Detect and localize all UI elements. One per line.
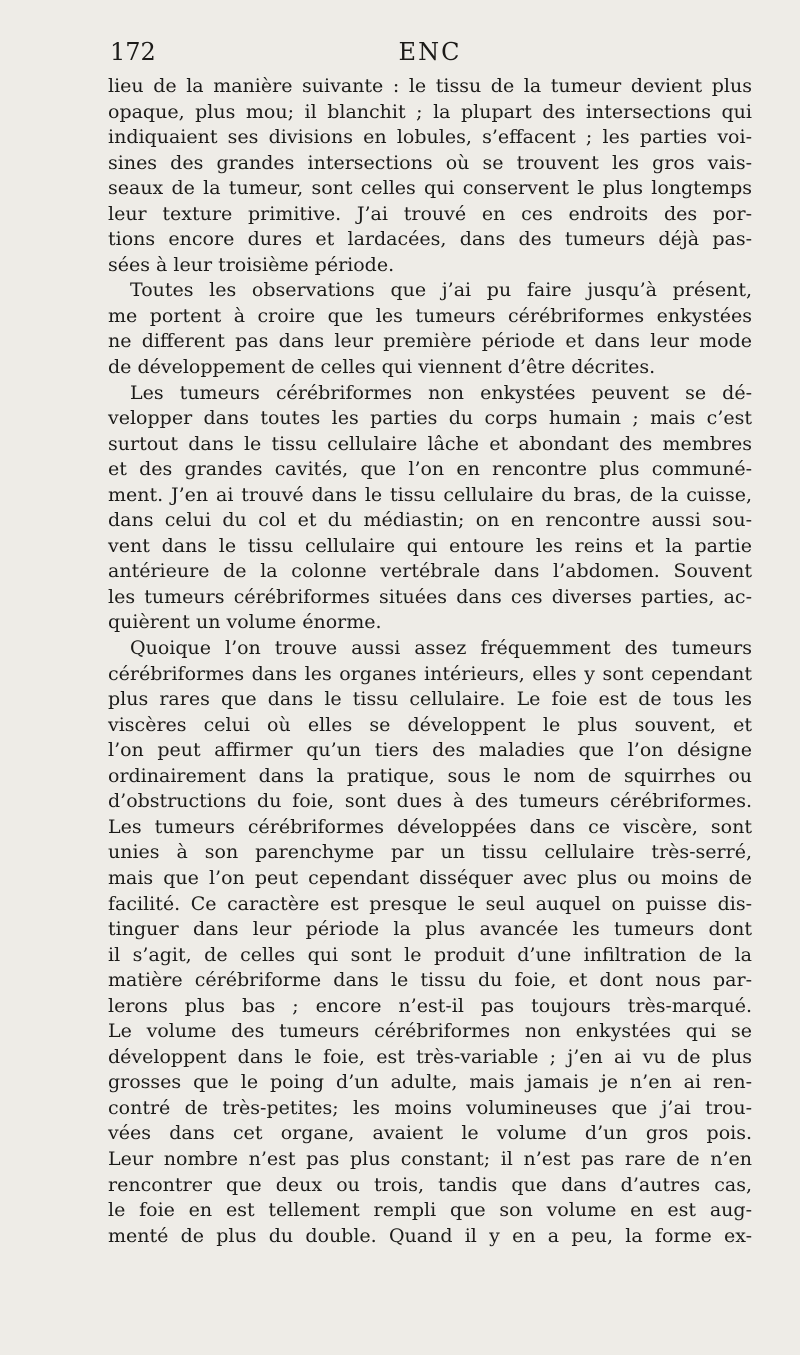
text-line: ment. J’en ai trouvé dans le tissu cellulaire du bras, de la cuisse,: [108, 483, 752, 506]
text-line: d’obstructions du foie, sont dues à des tumeurs cérébriformes.: [108, 790, 752, 813]
text-line: grosses que le poing d’un adulte, mais jamais je n’en ai ren-: [108, 1071, 752, 1094]
text-line: tinguer dans leur période la plus avancée les tumeurs dont: [108, 918, 752, 941]
text-line: ne different pas dans leur première période et dans leur mode: [108, 330, 752, 353]
text-line: ordinairement dans la pratique, sous le nom de squirrhes ou: [108, 764, 752, 787]
text-line: unies à son parenchyme par un tissu cellulaire très-serré,: [108, 841, 752, 864]
text-line: seaux de la tumeur, sont celles qui conservent le plus longtemps: [108, 177, 752, 200]
text-line: Leur nombre n’est pas plus constant; il n’est pas rare de n’en: [108, 1147, 752, 1170]
text-line: opaque, plus mou; il blanchit ; la plupart des intersections qui: [108, 100, 752, 123]
text-line: facilité. Ce caractère est presque le seul auquel on puisse dis-: [108, 892, 752, 915]
text-line: Toutes les observations que j’ai pu faire jusqu’à présent,: [130, 279, 752, 302]
text-line: dans celui du col et du médiastin; on en rencontre aussi sou-: [108, 509, 752, 532]
text-line: les tumeurs cérébriformes situées dans ces diverses parties, ac-: [108, 585, 752, 608]
text-line: l’on peut affirmer qu’un tiers des maladies que l’on désigne: [108, 739, 752, 762]
text-line: Le volume des tumeurs cérébriformes non enkystées qui se: [108, 1020, 752, 1043]
text-line: leur texture primitive. J’ai trouvé en ces endroits des por-: [108, 202, 752, 225]
text-line: contré de très-petites; les moins volumineuses que j’ai trou-: [108, 1096, 752, 1119]
text-line: menté de plus du double. Quand il y en a peu, la forme ex-: [108, 1224, 752, 1247]
text-line: mais que l’on peut cependant disséquer avec plus ou moins de: [108, 866, 752, 889]
text-line: velopper dans toutes les parties du corps humain ; mais c’est: [108, 407, 752, 430]
text-line: viscères celui où elles se développent le plus souvent, et: [108, 713, 752, 736]
text-line: Les tumeurs cérébriformes non enkystées peuvent se dé-: [130, 381, 752, 404]
text-line: sées à leur troisième période.: [108, 253, 395, 276]
text-line: lieu de la manière suivante : le tissu de la tumeur devient plus: [108, 75, 752, 97]
text-line: vent dans le tissu cellulaire qui entoure les reins et la partie: [108, 534, 752, 557]
body-text: [108, 74, 752, 1249]
text-line: le foie en est tellement rempli que son volume en est aug-: [108, 1199, 752, 1222]
text-line: me portent à croire que les tumeurs cérébriformes enkystées: [108, 304, 752, 327]
text-line: et des grandes cavités, que l’on en rencontre plus communé-: [108, 458, 752, 481]
text-line: matière cérébriforme dans le tissu du foie, et dont nous par-: [108, 969, 752, 992]
text-line: lerons plus bas ; encore n’est-il pas toujours très-marqué.: [108, 994, 752, 1017]
text-line: vées dans cet organe, avaient le volume d’un gros pois.: [108, 1122, 752, 1145]
text-line: rencontrer que deux ou trois, tandis que dans d’autres cas,: [108, 1173, 752, 1196]
text-line: indiquaient ses divisions en lobules, s’effacent ; les parties voi-: [108, 126, 752, 149]
text-line: cérébriformes dans les organes intérieurs, elles y sont cependant: [108, 662, 752, 685]
text-line: quièrent un volume énorme.: [108, 611, 382, 634]
text-line: de développement de celles qui viennent d’être décrites.: [108, 356, 656, 379]
text-line: Les tumeurs cérébriformes développées dans ce viscère, sont: [108, 815, 752, 838]
running-head: ENC: [398, 38, 462, 66]
text-line: tions encore dures et lardacées, dans des tumeurs déjà pas-: [108, 228, 752, 251]
page-number: 172: [110, 38, 156, 66]
text-line: plus rares que dans le tissu cellulaire. Le foie est de tous les: [108, 688, 752, 711]
page-header: [110, 38, 750, 68]
text-line: antérieure de la colonne vertébrale dans l’abdomen. Souvent: [108, 560, 752, 583]
text-line: sines des grandes intersections où se trouvent les gros vais-: [108, 151, 752, 174]
text-line: Quoique l’on trouve aussi assez fréquemment des tumeurs: [130, 637, 752, 660]
text-line: surtout dans le tissu cellulaire lâche et abondant des membres: [108, 432, 752, 455]
text-line: il s’agit, de celles qui sont le produit d’une infiltration de la: [108, 943, 752, 966]
text-line: développent dans le foie, est très-variable ; j’en ai vu de plus: [108, 1045, 752, 1068]
